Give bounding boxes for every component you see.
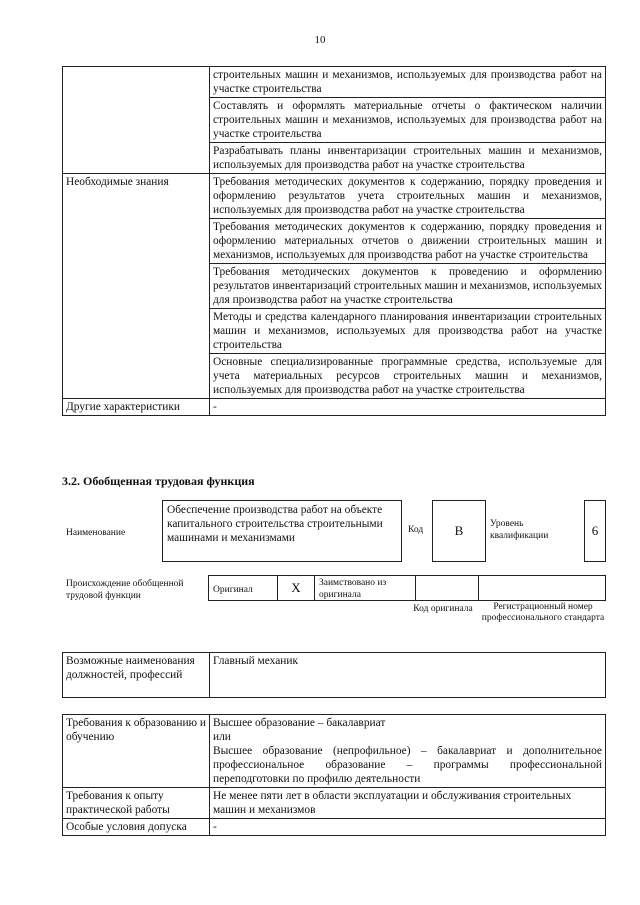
table-cell: Разрабатывать планы инвентаризации строительных машин и механизмов, используемых для производства работ на участке строительства bbox=[210, 143, 606, 174]
original-mark: X bbox=[277, 575, 315, 601]
borrowed-label: Заимствовано из оригинала bbox=[319, 578, 387, 600]
table-cell: - bbox=[210, 399, 606, 416]
skills-knowledge-table bbox=[62, 66, 606, 416]
reg-number-cell bbox=[478, 575, 606, 601]
level-value: 6 bbox=[584, 500, 606, 562]
table-cell: Требования методических документов к проведению и оформлению результатов инвентаризаций строительных машин и механизмов, используемых для производства работ на участке строительства bbox=[210, 264, 606, 309]
page-number: 10 bbox=[314, 34, 326, 46]
special-value: - bbox=[210, 819, 606, 836]
table-row bbox=[63, 653, 606, 698]
education-line: Высшее образование – бакалавриат bbox=[213, 717, 386, 729]
function-name-field: Обеспечение производства работ на объекте капитального строительства строительными машинами и механизмами bbox=[162, 500, 402, 562]
table-cell: Требования методических документов к содержанию, порядку проведения и оформлению результатов учета строительных машин и механизмов, используемых для производства работ на участке строительства bbox=[210, 174, 606, 219]
table-cell: строительных машин и механизмов, используемых для производства работ на участке строительства bbox=[210, 67, 606, 98]
education-value bbox=[210, 715, 606, 788]
level-label: Уровень квалификации bbox=[490, 519, 549, 541]
code-original-caption: Код оригинала bbox=[413, 604, 473, 614]
requirements-table bbox=[62, 714, 606, 836]
original-cell bbox=[208, 575, 278, 601]
reg-number-caption: Регистрационный номер профессионального стандарта bbox=[481, 602, 605, 623]
education-line: или bbox=[213, 731, 231, 743]
education-label: Требования к образованию и обучению bbox=[63, 715, 210, 788]
borrowed-cell bbox=[314, 575, 416, 601]
origin-label: Происхождение обобщенной трудовой функции bbox=[66, 579, 184, 601]
table-row bbox=[63, 399, 606, 416]
row-label bbox=[63, 67, 210, 174]
code-label: Код bbox=[408, 525, 424, 535]
code-value: В bbox=[432, 500, 486, 562]
special-label: Особые условия допуска bbox=[63, 819, 210, 836]
experience-label: Требования к опыту практической работы bbox=[63, 788, 210, 819]
name-label: Наименование bbox=[66, 528, 126, 538]
row-label-knowledge: Необходимые знания bbox=[63, 174, 210, 399]
section-title: 3.2. Обобщенная трудовая функция bbox=[62, 474, 255, 488]
table-row bbox=[63, 174, 606, 219]
table-cell: Составлять и оформлять материальные отчеты о фактическом наличии строительных машин и механизмов, используемых для производства работ на участке строительства bbox=[210, 98, 606, 143]
table-row bbox=[63, 715, 606, 788]
code-original-cell bbox=[415, 575, 479, 601]
table-cell: Требования методических документов к содержанию, порядку проведения и оформлению материальных отчетов о движении строительных машин и механизмов, используемых для производства работ на участке строительства bbox=[210, 219, 606, 264]
table-row bbox=[63, 819, 606, 836]
table-row bbox=[63, 67, 606, 98]
positions-table bbox=[62, 652, 606, 698]
origin-row bbox=[208, 575, 606, 601]
row-label-other: Другие характеристики bbox=[63, 399, 210, 416]
positions-value: Главный механик bbox=[210, 653, 606, 698]
positions-label: Возможные наименования должностей, профессий bbox=[63, 653, 210, 698]
education-line: Высшее образование (непрофильное) – бакалавриат и дополнительное профессиональное образование – программы профессиональной переподготовки по профилю деятельности bbox=[213, 745, 602, 785]
experience-value: Не менее пяти лет в области эксплуатации и обслуживания строительных машин и механизмов bbox=[210, 788, 606, 819]
table-row bbox=[63, 788, 606, 819]
table-cell: Основные специализированные программные средства, используемые для учета материальных ресурсов строительных машин и механизмов, используемых для производства работ на участке строительства bbox=[210, 354, 606, 399]
original-label: Оригинал bbox=[213, 585, 253, 595]
table-cell: Методы и средства календарного планирования инвентаризации строительных машин и механизмов, используемых для производства работ на участке строительства bbox=[210, 309, 606, 354]
